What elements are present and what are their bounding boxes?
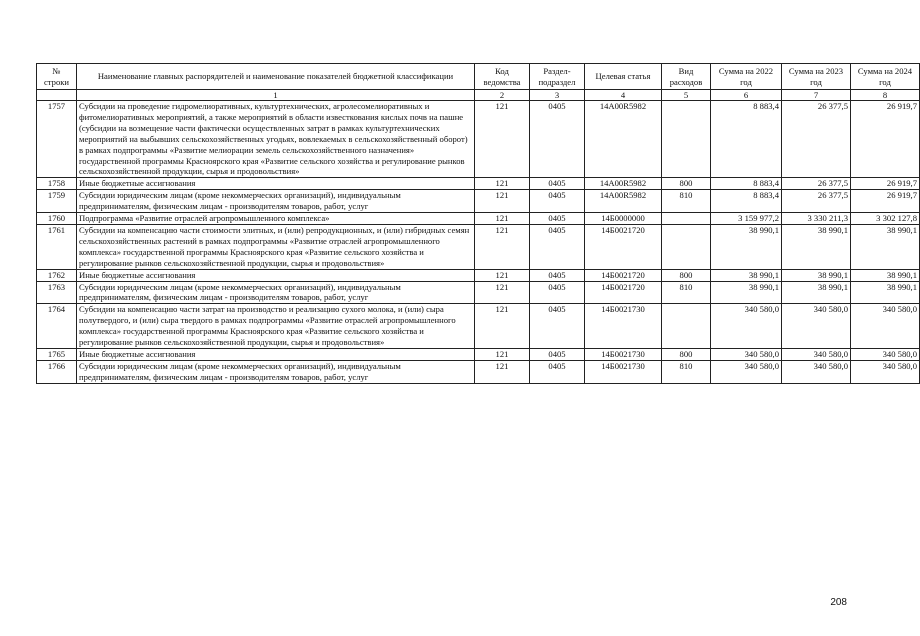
table-cell-name: Субсидии на компенсацию части стоимости элитных, и (или) репродукционных, и (или) гибридных семян сельскохозяйственных растений в рамках подпрограммы «Развитие отраслей агропромышленного комплекса» государственной программы Красноярского края «Развитие сельского хозяйства и регулирование рынков сельскохозяйственной продукции, сырья и продовольствия» bbox=[77, 224, 475, 269]
table-cell-section: 0405 bbox=[530, 304, 585, 349]
table-cell-expense: 800 bbox=[662, 269, 711, 281]
table-cell-dept: 121 bbox=[475, 269, 530, 281]
table-cell-expense: 800 bbox=[662, 178, 711, 190]
table-row bbox=[37, 304, 920, 349]
table-cell-row-no: 1758 bbox=[37, 178, 77, 190]
table-cell-section: 0405 bbox=[530, 348, 585, 360]
header-number: 4 bbox=[585, 90, 662, 101]
table-cell-target: 14А00R5982 bbox=[585, 101, 662, 178]
table-cell-sum-2023: 26 377,5 bbox=[782, 101, 851, 178]
table-cell-sum-2023: 340 580,0 bbox=[782, 360, 851, 383]
table-row bbox=[37, 224, 920, 269]
table-cell-sum-2024: 26 919,7 bbox=[851, 178, 920, 190]
table-row bbox=[37, 360, 920, 383]
table-cell-section: 0405 bbox=[530, 190, 585, 213]
table-cell-section: 0405 bbox=[530, 269, 585, 281]
table-cell-target: 14А00R5982 bbox=[585, 190, 662, 213]
table-cell-dept: 121 bbox=[475, 360, 530, 383]
table-cell-row-no: 1757 bbox=[37, 101, 77, 178]
table-row bbox=[37, 101, 920, 178]
table-cell-row-no: 1759 bbox=[37, 190, 77, 213]
table-cell-row-no: 1765 bbox=[37, 348, 77, 360]
table-cell-sum-2022: 8 883,4 bbox=[711, 101, 782, 178]
table-row bbox=[37, 178, 920, 190]
table-row bbox=[37, 190, 920, 213]
table-cell-dept: 121 bbox=[475, 178, 530, 190]
table-cell-dept: 121 bbox=[475, 224, 530, 269]
table-cell-dept: 121 bbox=[475, 101, 530, 178]
table-cell-section: 0405 bbox=[530, 360, 585, 383]
table-cell-sum-2023: 38 990,1 bbox=[782, 224, 851, 269]
table-cell-section: 0405 bbox=[530, 178, 585, 190]
header-number: 3 bbox=[530, 90, 585, 101]
table-cell-row-no: 1760 bbox=[37, 213, 77, 225]
budget-table-sheet bbox=[36, 63, 917, 384]
table-cell-sum-2022: 340 580,0 bbox=[711, 348, 782, 360]
table-cell-expense: 810 bbox=[662, 360, 711, 383]
table-cell-expense bbox=[662, 224, 711, 269]
table-cell-expense bbox=[662, 304, 711, 349]
table-cell-target: 14Б0021720 bbox=[585, 269, 662, 281]
table-cell-sum-2022: 38 990,1 bbox=[711, 269, 782, 281]
table-cell-row-no: 1766 bbox=[37, 360, 77, 383]
table-cell-sum-2024: 26 919,7 bbox=[851, 101, 920, 178]
table-cell-dept: 121 bbox=[475, 190, 530, 213]
header-number: 1 bbox=[77, 90, 475, 101]
table-cell-name: Подпрограмма «Развитие отраслей агропромышленного комплекса» bbox=[77, 213, 475, 225]
table-cell-sum-2024: 38 990,1 bbox=[851, 224, 920, 269]
table-cell-row-no: 1761 bbox=[37, 224, 77, 269]
table-cell-section: 0405 bbox=[530, 281, 585, 304]
table-cell-sum-2022: 38 990,1 bbox=[711, 224, 782, 269]
table-cell-dept: 121 bbox=[475, 348, 530, 360]
table-cell-name: Субсидии на проведение гидромелиоративных, культуртехнических, агролесомелиоративных и фитомелиоративных мероприятий, а также мероприятий в области известкования кислых почв на пашне (субсидии на возмещение части фактически осуществленных затрат в рамках культуртехнических мероприятий на выбывших сельскохозяйственных угодьях, вовлекаемых в сельскохозяйственный оборот) в рамках подпрограммы «Развитие мелиорации земель сельскохозяйственного назначения» государственной программы Красноярского края «Развитие сельского хозяйства и регулирование рынков сельскохозяйственной продукции, сырья и продовольствия» bbox=[77, 101, 475, 178]
table-cell-target: 14А00R5982 bbox=[585, 178, 662, 190]
header-number: 6 bbox=[711, 90, 782, 101]
table-cell-name: Субсидии юридическим лицам (кроме некоммерческих организаций), индивидуальным предпринимателям, физическим лицам - производителям товаров, работ, услуг bbox=[77, 190, 475, 213]
header-section: Раздел-подраздел bbox=[530, 64, 585, 90]
header-target: Целевая статья bbox=[585, 64, 662, 90]
table-row bbox=[37, 213, 920, 225]
table-cell-expense: 800 bbox=[662, 348, 711, 360]
table-cell-row-no: 1762 bbox=[37, 269, 77, 281]
table-cell-name: Иные бюджетные ассигнования bbox=[77, 348, 475, 360]
table-row bbox=[37, 281, 920, 304]
table-cell-sum-2022: 38 990,1 bbox=[711, 281, 782, 304]
table-cell-sum-2024: 38 990,1 bbox=[851, 281, 920, 304]
table-body bbox=[37, 101, 920, 384]
table-cell-sum-2024: 26 919,7 bbox=[851, 190, 920, 213]
budget-table bbox=[36, 63, 920, 384]
table-cell-target: 14Б0021730 bbox=[585, 348, 662, 360]
header-dept: Код ведомства bbox=[475, 64, 530, 90]
table-cell-expense: 810 bbox=[662, 281, 711, 304]
table-cell-sum-2022: 340 580,0 bbox=[711, 360, 782, 383]
table-cell-sum-2024: 340 580,0 bbox=[851, 360, 920, 383]
table-cell-name: Субсидии юридическим лицам (кроме некоммерческих организаций), индивидуальным предпринимателям, физическим лицам - производителям товаров, работ, услуг bbox=[77, 360, 475, 383]
table-cell-name: Субсидии на компенсацию части затрат на производство и реализацию сухого молока, и (или) сыра полутвердого, и (или) сыра твердого в рамках подпрограммы «Развитие отраслей агропромышленного комплекса» государственной программы Красноярского края «Развитие сельского хозяйства и регулирование рынков сельскохозяйственной продукции, сырья и продовольствия» bbox=[77, 304, 475, 349]
table-cell-name: Иные бюджетные ассигнования bbox=[77, 178, 475, 190]
header-2022: Сумма на 2022 год bbox=[711, 64, 782, 90]
table-cell-sum-2023: 3 330 211,3 bbox=[782, 213, 851, 225]
header-row bbox=[37, 64, 920, 90]
table-cell-sum-2022: 8 883,4 bbox=[711, 190, 782, 213]
table-cell-dept: 121 bbox=[475, 213, 530, 225]
table-cell-section: 0405 bbox=[530, 224, 585, 269]
table-cell-row-no: 1763 bbox=[37, 281, 77, 304]
table-cell-target: 14Б0021720 bbox=[585, 224, 662, 269]
table-cell-sum-2024: 340 580,0 bbox=[851, 304, 920, 349]
table-cell-sum-2023: 340 580,0 bbox=[782, 348, 851, 360]
table-cell-sum-2023: 38 990,1 bbox=[782, 281, 851, 304]
table-cell-name: Иные бюджетные ассигнования bbox=[77, 269, 475, 281]
table-cell-sum-2023: 26 377,5 bbox=[782, 190, 851, 213]
table-row bbox=[37, 269, 920, 281]
table-cell-sum-2022: 3 159 977,2 bbox=[711, 213, 782, 225]
header-number: 8 bbox=[851, 90, 920, 101]
table-cell-target: 14Б0021730 bbox=[585, 304, 662, 349]
table-cell-name: Субсидии юридическим лицам (кроме некоммерческих организаций), индивидуальным предпринимателям, физическим лицам - производителям товаров, работ, услуг bbox=[77, 281, 475, 304]
table-row bbox=[37, 348, 920, 360]
header-number: 2 bbox=[475, 90, 530, 101]
table-cell-target: 14Б0021720 bbox=[585, 281, 662, 304]
table-cell-section: 0405 bbox=[530, 101, 585, 178]
table-cell-sum-2023: 38 990,1 bbox=[782, 269, 851, 281]
header-number: 5 bbox=[662, 90, 711, 101]
table-cell-expense: 810 bbox=[662, 190, 711, 213]
table-cell-expense bbox=[662, 101, 711, 178]
table-cell-sum-2024: 3 302 127,8 bbox=[851, 213, 920, 225]
header-number bbox=[37, 90, 77, 101]
table-cell-sum-2023: 26 377,5 bbox=[782, 178, 851, 190]
table-cell-sum-2022: 8 883,4 bbox=[711, 178, 782, 190]
table-cell-target: 14Б0021730 bbox=[585, 360, 662, 383]
table-cell-sum-2023: 340 580,0 bbox=[782, 304, 851, 349]
header-2024: Сумма на 2024 год bbox=[851, 64, 920, 90]
table-cell-dept: 121 bbox=[475, 304, 530, 349]
table-cell-sum-2022: 340 580,0 bbox=[711, 304, 782, 349]
header-row-no: № строки bbox=[37, 64, 77, 90]
header-expense: Вид расходов bbox=[662, 64, 711, 90]
header-number-row bbox=[37, 90, 920, 101]
table-cell-target: 14Б0000000 bbox=[585, 213, 662, 225]
header-2023: Сумма на 2023 год bbox=[782, 64, 851, 90]
table-cell-sum-2024: 340 580,0 bbox=[851, 348, 920, 360]
table-cell-expense bbox=[662, 213, 711, 225]
table-cell-section: 0405 bbox=[530, 213, 585, 225]
table-cell-row-no: 1764 bbox=[37, 304, 77, 349]
header-number: 7 bbox=[782, 90, 851, 101]
table-cell-dept: 121 bbox=[475, 281, 530, 304]
header-name: Наименование главных распорядителей и наименование показателей бюджетной классификации bbox=[77, 64, 475, 90]
page-number: 208 bbox=[830, 597, 847, 608]
table-cell-sum-2024: 38 990,1 bbox=[851, 269, 920, 281]
